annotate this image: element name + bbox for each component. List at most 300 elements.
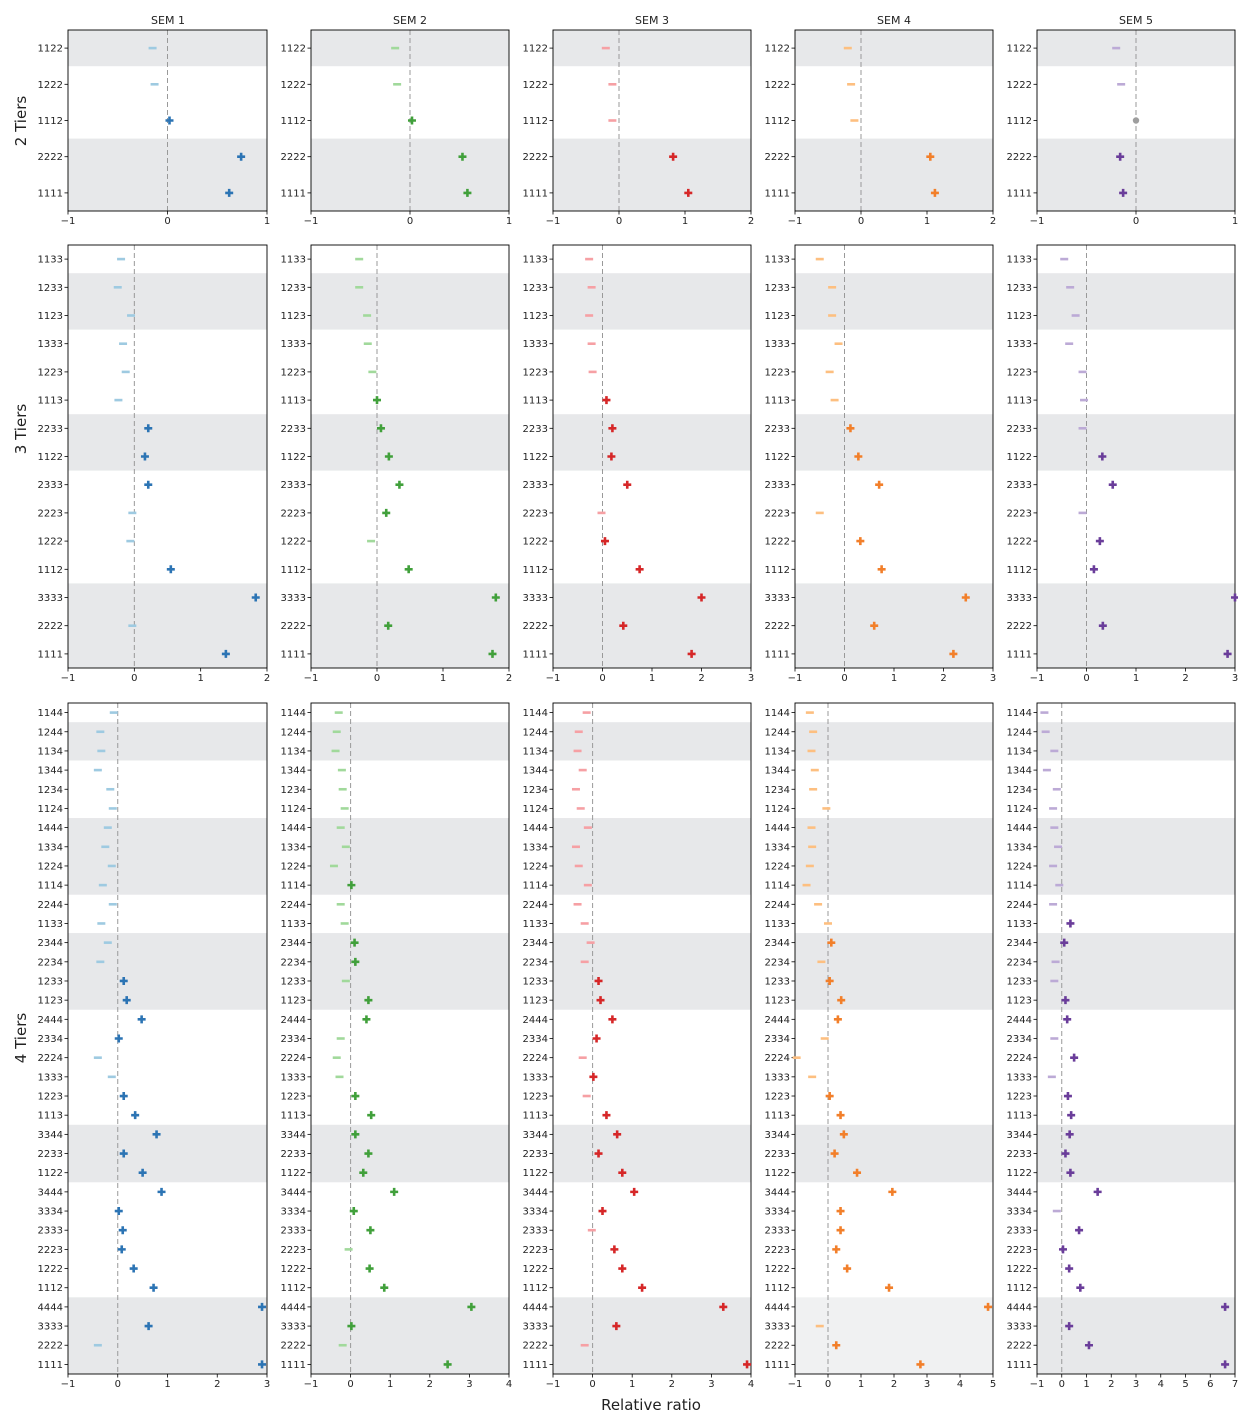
y-tick-label: 1113 [1006, 1110, 1032, 1122]
band-3-tiers-sem-5 [1037, 414, 1235, 470]
point-plus-sem-4-1113 [837, 1111, 845, 1119]
y-tick-label: 2444 [522, 1014, 548, 1026]
y-tick-label: 2222 [280, 152, 306, 164]
band-3-tiers-sem-3 [553, 273, 751, 329]
y-tick-label: 2333 [522, 1225, 548, 1237]
y-tick-label: 3444 [522, 1187, 548, 1199]
band-4-tiers-sem-1 [68, 818, 267, 895]
y-tick-label: 1133 [280, 918, 306, 930]
y-tick-label: 1113 [37, 1110, 63, 1122]
x-tick-label: −1 [60, 216, 76, 227]
y-tick-label: 1112 [764, 564, 790, 576]
y-tick-label: 4444 [1006, 1302, 1032, 1314]
x-tick-label: −1 [787, 673, 803, 684]
y-tick-label: 1122 [764, 452, 790, 463]
x-tick-label: 3 [1231, 673, 1238, 684]
y-tick-label: 1112 [280, 564, 306, 576]
x-tick-label: 0 [406, 216, 414, 227]
band-4-tiers-sem-2 [311, 933, 509, 1010]
y-tick-label: 1112 [1006, 564, 1032, 576]
y-tick-label: 1244 [280, 727, 306, 739]
x-tick-label: 0 [841, 673, 848, 684]
y-tick-label: 1123 [522, 311, 548, 322]
y-tick-label: 1334 [280, 842, 306, 854]
y-tick-label: 1112 [1006, 1283, 1032, 1295]
y-tick-label: 2233 [522, 1149, 548, 1161]
y-tick-label: 2333 [1006, 1225, 1032, 1237]
y-tick-label: 2444 [280, 1014, 306, 1026]
y-tick-label: 1344 [1006, 765, 1032, 777]
band-4-tiers-sem-1 [68, 1125, 267, 1183]
y-tick-label: 1133 [37, 254, 63, 266]
y-tick-label: 3334 [764, 1206, 790, 1218]
y-tick-label: 1333 [280, 339, 306, 351]
x-tick-label: 6 [1207, 1379, 1214, 1390]
y-tick-label: 1333 [1006, 339, 1032, 351]
point-plus-sem-1-2444 [138, 1015, 146, 1023]
band-4-tiers-sem-3 [553, 818, 751, 895]
x-tick-label: −1 [787, 1379, 803, 1390]
x-tick-label: 1 [263, 216, 271, 227]
point-plus-sem-3-1112 [638, 1284, 646, 1292]
y-tick-label: 1233 [764, 976, 790, 988]
point-plus-sem-4-1112 [878, 565, 886, 573]
y-tick-label: 2333 [37, 1225, 63, 1237]
y-tick-label: 2234 [280, 957, 306, 969]
y-tick-label: 3444 [764, 1187, 790, 1199]
y-tick-label: 1114 [1006, 880, 1032, 892]
y-tick-label: 1223 [522, 367, 548, 379]
y-tick-label: 2222 [37, 1340, 63, 1352]
band-4-tiers-sem-5 [1037, 818, 1235, 895]
y-tick-label: 2344 [1006, 938, 1032, 950]
x-tick-label: 2 [698, 673, 705, 684]
point-plus-sem-4-2333 [875, 481, 883, 489]
x-tick-label: −1 [545, 1379, 561, 1390]
y-tick-label: 1113 [1006, 395, 1032, 407]
y-tick-label: 1111 [37, 188, 63, 200]
point-plus-sem-2-1112 [408, 117, 416, 125]
y-tick-label: 2333 [280, 480, 306, 492]
point-plus-sem-1-1112 [165, 117, 173, 125]
y-tick-label: 1224 [280, 861, 306, 873]
y-tick-label: 2334 [1006, 1034, 1032, 1045]
band-2-tiers-sem-3 [553, 30, 751, 66]
y-tick-label: 1113 [522, 395, 548, 407]
y-tick-label: 4444 [764, 1302, 790, 1314]
x-tick-label: −1 [1029, 673, 1045, 684]
y-tick-label: 2223 [37, 1244, 63, 1256]
point-plus-sem-3-3444 [630, 1188, 638, 1196]
row-label-3-tiers: 3 Tiers [12, 403, 30, 455]
point-plus-sem-4-2333 [837, 1226, 845, 1234]
band-4-tiers-sem-3 [553, 1297, 751, 1374]
x-tick-label: 1 [923, 216, 931, 227]
x-tick-label: 2 [1182, 673, 1189, 684]
y-tick-label: 1123 [280, 311, 306, 322]
point-plus-sem-1-2333 [119, 1226, 127, 1234]
y-tick-label: 2222 [764, 1340, 790, 1352]
y-tick-label: 3444 [1006, 1187, 1032, 1199]
y-tick-label: 1134 [1006, 746, 1032, 758]
y-tick-label: 1233 [522, 976, 548, 988]
y-tick-label: 1344 [280, 765, 306, 777]
y-tick-label: 2244 [37, 899, 63, 911]
y-tick-label: 1233 [280, 282, 306, 294]
point-plus-sem-1-3444 [158, 1188, 166, 1196]
x-tick-label: 5 [989, 1379, 997, 1390]
y-tick-label: 2333 [764, 480, 790, 492]
y-tick-label: 2234 [764, 957, 790, 969]
x-tick-label: 3 [708, 1379, 715, 1390]
y-tick-label: 1244 [522, 727, 548, 739]
point-plus-sem-3-1222 [618, 1265, 626, 1273]
y-tick-label: 1444 [1006, 823, 1032, 835]
y-tick-label: 2244 [522, 899, 548, 911]
point-plus-sem-5-1112 [1076, 1284, 1084, 1292]
x-tick-label: −1 [60, 673, 76, 684]
y-tick-label: 4444 [37, 1302, 63, 1314]
band-4-tiers-sem-4 [795, 818, 993, 895]
y-tick-label: 1334 [37, 842, 63, 854]
x-tick-label: −1 [787, 216, 803, 227]
y-tick-label: 2344 [37, 938, 63, 950]
band-4-tiers-sem-2 [311, 1125, 509, 1183]
y-tick-label: 2224 [522, 1053, 548, 1065]
y-tick-label: 2223 [280, 508, 306, 520]
x-tick-label: 3 [466, 1379, 473, 1390]
point-plus-sem-1-1113 [131, 1111, 139, 1119]
x-tick-label: 1 [387, 1379, 394, 1390]
band-4-tiers-sem-4 [795, 1297, 993, 1374]
point-plus-sem-1-2223 [118, 1245, 126, 1253]
x-tick-label: −1 [545, 216, 561, 227]
y-tick-label: 2233 [280, 1149, 306, 1161]
x-tick-label: 1 [197, 673, 204, 684]
x-tick-label: 4 [505, 1379, 513, 1390]
point-plus-sem-5-1223 [1064, 1092, 1072, 1100]
x-tick-label: 0 [857, 216, 865, 227]
point-plus-sem-5-1113 [1067, 1111, 1075, 1119]
y-tick-label: 1334 [1006, 842, 1032, 854]
y-tick-label: 1113 [522, 1110, 548, 1122]
y-tick-label: 2234 [37, 957, 63, 969]
y-tick-label: 1122 [1006, 1168, 1032, 1180]
y-tick-label: 2222 [764, 152, 790, 164]
y-tick-label: 1112 [280, 116, 306, 127]
y-tick-label: 1333 [522, 1072, 548, 1084]
point-plus-sem-1-1222 [130, 1265, 138, 1273]
row-label-2-tiers: 2 Tiers [12, 95, 30, 147]
y-tick-label: 1111 [522, 188, 548, 200]
y-tick-label: 2244 [280, 899, 306, 911]
y-tick-label: 1222 [280, 536, 306, 548]
y-tick-label: 1223 [37, 367, 63, 379]
y-tick-label: 3333 [764, 1321, 790, 1333]
y-tick-label: 1122 [1006, 43, 1032, 55]
point-plus-sem-4-1222 [843, 1265, 851, 1273]
y-tick-label: 1112 [280, 1283, 306, 1295]
x-tick-label: 2 [890, 1379, 898, 1390]
y-tick-label: 1111 [280, 188, 306, 200]
y-tick-label: 1222 [1006, 79, 1032, 91]
y-tick-label: 1112 [764, 116, 790, 127]
point-plus-sem-3-1113 [602, 1111, 610, 1119]
y-tick-label: 3333 [764, 593, 790, 604]
y-tick-label: 2333 [280, 1225, 306, 1237]
y-tick-label: 1124 [764, 803, 790, 815]
point-plus-sem-5-1222 [1065, 1265, 1073, 1273]
y-tick-label: 2233 [37, 1149, 63, 1161]
y-tick-label: 1122 [522, 452, 548, 463]
y-tick-label: 1222 [764, 536, 790, 548]
y-tick-label: 1113 [764, 1110, 790, 1122]
y-tick-label: 1111 [37, 1359, 63, 1371]
band-3-tiers-sem-5 [1037, 583, 1235, 668]
y-tick-label: 3344 [764, 1129, 790, 1141]
y-tick-label: 2222 [37, 152, 63, 164]
point-plus-sem-4-1112 [885, 1284, 893, 1292]
y-tick-label: 1114 [522, 880, 548, 892]
point-plus-sem-5-2333 [1109, 481, 1117, 489]
point-plus-sem-1-2334 [115, 1035, 123, 1043]
y-tick-label: 2223 [37, 508, 63, 520]
x-tick-label: 0 [164, 216, 171, 227]
band-4-tiers-sem-4 [795, 722, 993, 760]
y-tick-label: 2333 [764, 1225, 790, 1237]
x-tick-label: 2 [747, 216, 755, 227]
point-plus-sem-4-2223 [832, 1245, 840, 1253]
point-plus-sem-4-1222 [856, 537, 864, 545]
y-tick-label: 1111 [1006, 649, 1032, 661]
y-tick-label: 1233 [764, 282, 790, 294]
y-tick-label: 3344 [37, 1129, 63, 1141]
y-tick-label: 3333 [37, 1321, 63, 1333]
x-tick-label: 2 [263, 673, 271, 684]
y-tick-label: 2223 [522, 508, 548, 520]
y-tick-label: 1112 [522, 1283, 548, 1295]
point-plus-sem-4-1223 [826, 1092, 834, 1100]
y-tick-label: 2333 [37, 480, 63, 492]
y-tick-label: 1333 [764, 1072, 790, 1084]
band-4-tiers-sem-2 [311, 818, 509, 895]
y-tick-label: 2223 [764, 1244, 790, 1256]
point-plus-sem-3-1333 [589, 1073, 597, 1081]
y-tick-label: 1123 [764, 995, 790, 1007]
y-tick-label: 1133 [522, 254, 548, 266]
band-2-tiers-sem-4 [795, 30, 993, 66]
y-tick-label: 1113 [37, 395, 63, 407]
y-tick-label: 1333 [522, 339, 548, 351]
y-tick-label: 1144 [280, 708, 306, 720]
x-tick-label: 0 [1058, 1379, 1065, 1390]
y-tick-label: 3333 [522, 593, 548, 604]
y-tick-label: 1344 [522, 765, 548, 777]
y-tick-label: 1112 [37, 564, 63, 576]
point-plus-sem-1-3334 [115, 1207, 123, 1215]
y-tick-label: 3333 [280, 593, 306, 604]
y-tick-label: 1122 [280, 452, 306, 463]
y-tick-label: 2224 [1006, 1053, 1032, 1065]
y-tick-label: 2223 [1006, 508, 1032, 520]
y-tick-label: 1224 [522, 861, 548, 873]
column-title-sem-2: SEM 2 [393, 14, 427, 27]
point-plus-sem-3-1112 [636, 565, 644, 573]
y-tick-label: 3334 [522, 1206, 548, 1218]
y-tick-label: 1223 [764, 367, 790, 379]
y-tick-label: 1124 [37, 803, 63, 815]
y-tick-label: 1133 [764, 254, 790, 266]
y-tick-label: 2223 [764, 508, 790, 520]
y-tick-label: 1222 [1006, 536, 1032, 548]
y-tick-label: 1112 [522, 116, 548, 127]
y-tick-label: 1344 [37, 765, 63, 777]
y-tick-label: 2222 [522, 152, 548, 164]
y-tick-label: 1111 [522, 1359, 548, 1371]
x-tick-label: 3 [263, 1379, 271, 1390]
y-tick-label: 1111 [280, 649, 306, 661]
y-tick-label: 1124 [280, 803, 306, 815]
band-2-tiers-sem-4 [795, 139, 993, 211]
x-tick-label: 4 [1157, 1379, 1164, 1390]
y-tick-label: 1112 [1006, 116, 1032, 127]
y-tick-label: 2233 [522, 423, 548, 435]
band-4-tiers-sem-3 [553, 933, 751, 1010]
y-tick-label: 2222 [1006, 621, 1032, 633]
y-tick-label: 1234 [37, 784, 63, 796]
y-tick-label: 1112 [764, 1283, 790, 1295]
y-tick-label: 3334 [280, 1206, 306, 1218]
axes-frame-4-tiers-sem-1 [68, 703, 267, 1374]
y-tick-label: 1333 [280, 1072, 306, 1084]
y-tick-label: 1224 [37, 861, 63, 873]
y-tick-label: 1123 [37, 311, 63, 322]
band-4-tiers-sem-1 [68, 933, 267, 1010]
column-title-sem-4: SEM 4 [877, 14, 911, 27]
y-tick-label: 1122 [37, 452, 63, 463]
band-2-tiers-sem-3 [553, 139, 751, 211]
column-title-sem-3: SEM 3 [635, 14, 669, 27]
point-plus-sem-1-2333 [144, 481, 152, 489]
point-plus-sem-2-2333 [395, 481, 403, 489]
x-tick-label: 3 [747, 673, 755, 684]
y-tick-label: 3334 [1006, 1206, 1032, 1218]
y-tick-label: 1122 [280, 43, 306, 55]
y-tick-label: 1122 [522, 1168, 548, 1180]
y-tick-label: 1444 [522, 823, 548, 835]
x-tick-label: 0 [824, 1379, 832, 1390]
y-tick-label: 1111 [522, 649, 548, 661]
x-tick-label: 1 [681, 216, 689, 227]
y-tick-label: 2244 [1006, 899, 1032, 911]
x-tick-label: 1 [439, 673, 447, 684]
x-tick-label: 1 [1083, 1379, 1090, 1390]
point-plus-sem-2-1112 [405, 565, 413, 573]
y-tick-label: 1333 [37, 339, 63, 351]
point-dot-sem-5-1112 [1133, 117, 1139, 123]
y-tick-label: 1223 [764, 1091, 790, 1103]
y-tick-label: 1233 [37, 976, 63, 988]
point-plus-sem-2-1223 [351, 1092, 359, 1100]
y-tick-label: 1122 [37, 1168, 63, 1180]
band-3-tiers-sem-2 [311, 273, 509, 329]
x-tick-label: 2 [940, 673, 947, 684]
x-tick-label: 3 [989, 673, 997, 684]
y-tick-label: 3333 [1006, 1321, 1032, 1333]
point-plus-sem-2-1113 [373, 396, 381, 404]
y-tick-label: 2344 [280, 938, 306, 950]
y-tick-label: 2222 [1006, 152, 1032, 164]
y-tick-label: 1234 [764, 784, 790, 796]
y-tick-label: 1233 [1006, 282, 1032, 294]
y-tick-label: 3333 [1006, 593, 1032, 604]
row-label-4-tiers: 4 Tiers [12, 1012, 30, 1064]
band-4-tiers-sem-4 [795, 933, 993, 1010]
axes-frame-4-tiers-sem-5 [1037, 703, 1235, 1374]
point-plus-sem-5-2223 [1059, 1245, 1067, 1253]
x-tick-label: −1 [545, 673, 561, 684]
point-plus-sem-3-1113 [602, 396, 610, 404]
y-tick-label: 2233 [1006, 1149, 1032, 1161]
x-tick-label: 2 [989, 216, 997, 227]
y-tick-label: 1122 [280, 1168, 306, 1180]
band-3-tiers-sem-3 [553, 414, 751, 470]
y-tick-label: 1122 [764, 43, 790, 55]
x-tick-label: 1 [857, 1379, 865, 1390]
y-tick-label: 1223 [37, 1091, 63, 1103]
band-3-tiers-sem-2 [311, 414, 509, 470]
band-4-tiers-sem-2 [311, 722, 509, 760]
y-tick-label: 2333 [522, 480, 548, 492]
y-tick-label: 1134 [522, 746, 548, 758]
y-tick-label: 1111 [37, 649, 63, 661]
y-tick-label: 2444 [764, 1014, 790, 1026]
x-tick-label: 1 [1132, 673, 1140, 684]
y-tick-label: 1233 [37, 282, 63, 294]
y-tick-label: 1244 [37, 727, 63, 739]
y-tick-label: 1111 [1006, 1359, 1032, 1371]
y-tick-label: 1123 [37, 995, 63, 1007]
point-plus-sem-2-1113 [367, 1111, 375, 1119]
point-plus-sem-1-1112 [150, 1284, 158, 1292]
y-tick-label: 1333 [37, 1072, 63, 1084]
y-tick-label: 1133 [764, 918, 790, 930]
x-tick-label: 3 [1132, 1379, 1140, 1390]
x-tick-label: 2 [1108, 1379, 1115, 1390]
y-tick-label: 1233 [1006, 976, 1032, 988]
y-tick-label: 1222 [37, 1264, 63, 1276]
x-tick-label: 1 [505, 216, 513, 227]
band-3-tiers-sem-1 [68, 273, 267, 329]
x-tick-label: 0 [589, 1379, 596, 1390]
y-tick-label: 3334 [37, 1206, 63, 1218]
y-tick-label: 1223 [522, 1091, 548, 1103]
y-tick-label: 1122 [37, 43, 63, 55]
y-tick-label: 1122 [1006, 452, 1032, 463]
band-4-tiers-sem-5 [1037, 1297, 1235, 1374]
y-tick-label: 1122 [522, 43, 548, 55]
band-4-tiers-sem-1 [68, 1297, 267, 1374]
y-tick-label: 2222 [280, 621, 306, 633]
y-tick-label: 1224 [764, 861, 790, 873]
y-tick-label: 1114 [280, 880, 306, 892]
point-plus-sem-5-2333 [1075, 1226, 1083, 1234]
y-tick-label: 2222 [522, 621, 548, 633]
x-tick-label: 1 [164, 1379, 171, 1390]
y-tick-label: 1114 [764, 880, 790, 892]
y-tick-label: 1123 [1006, 995, 1032, 1007]
y-tick-label: 2233 [764, 423, 790, 435]
